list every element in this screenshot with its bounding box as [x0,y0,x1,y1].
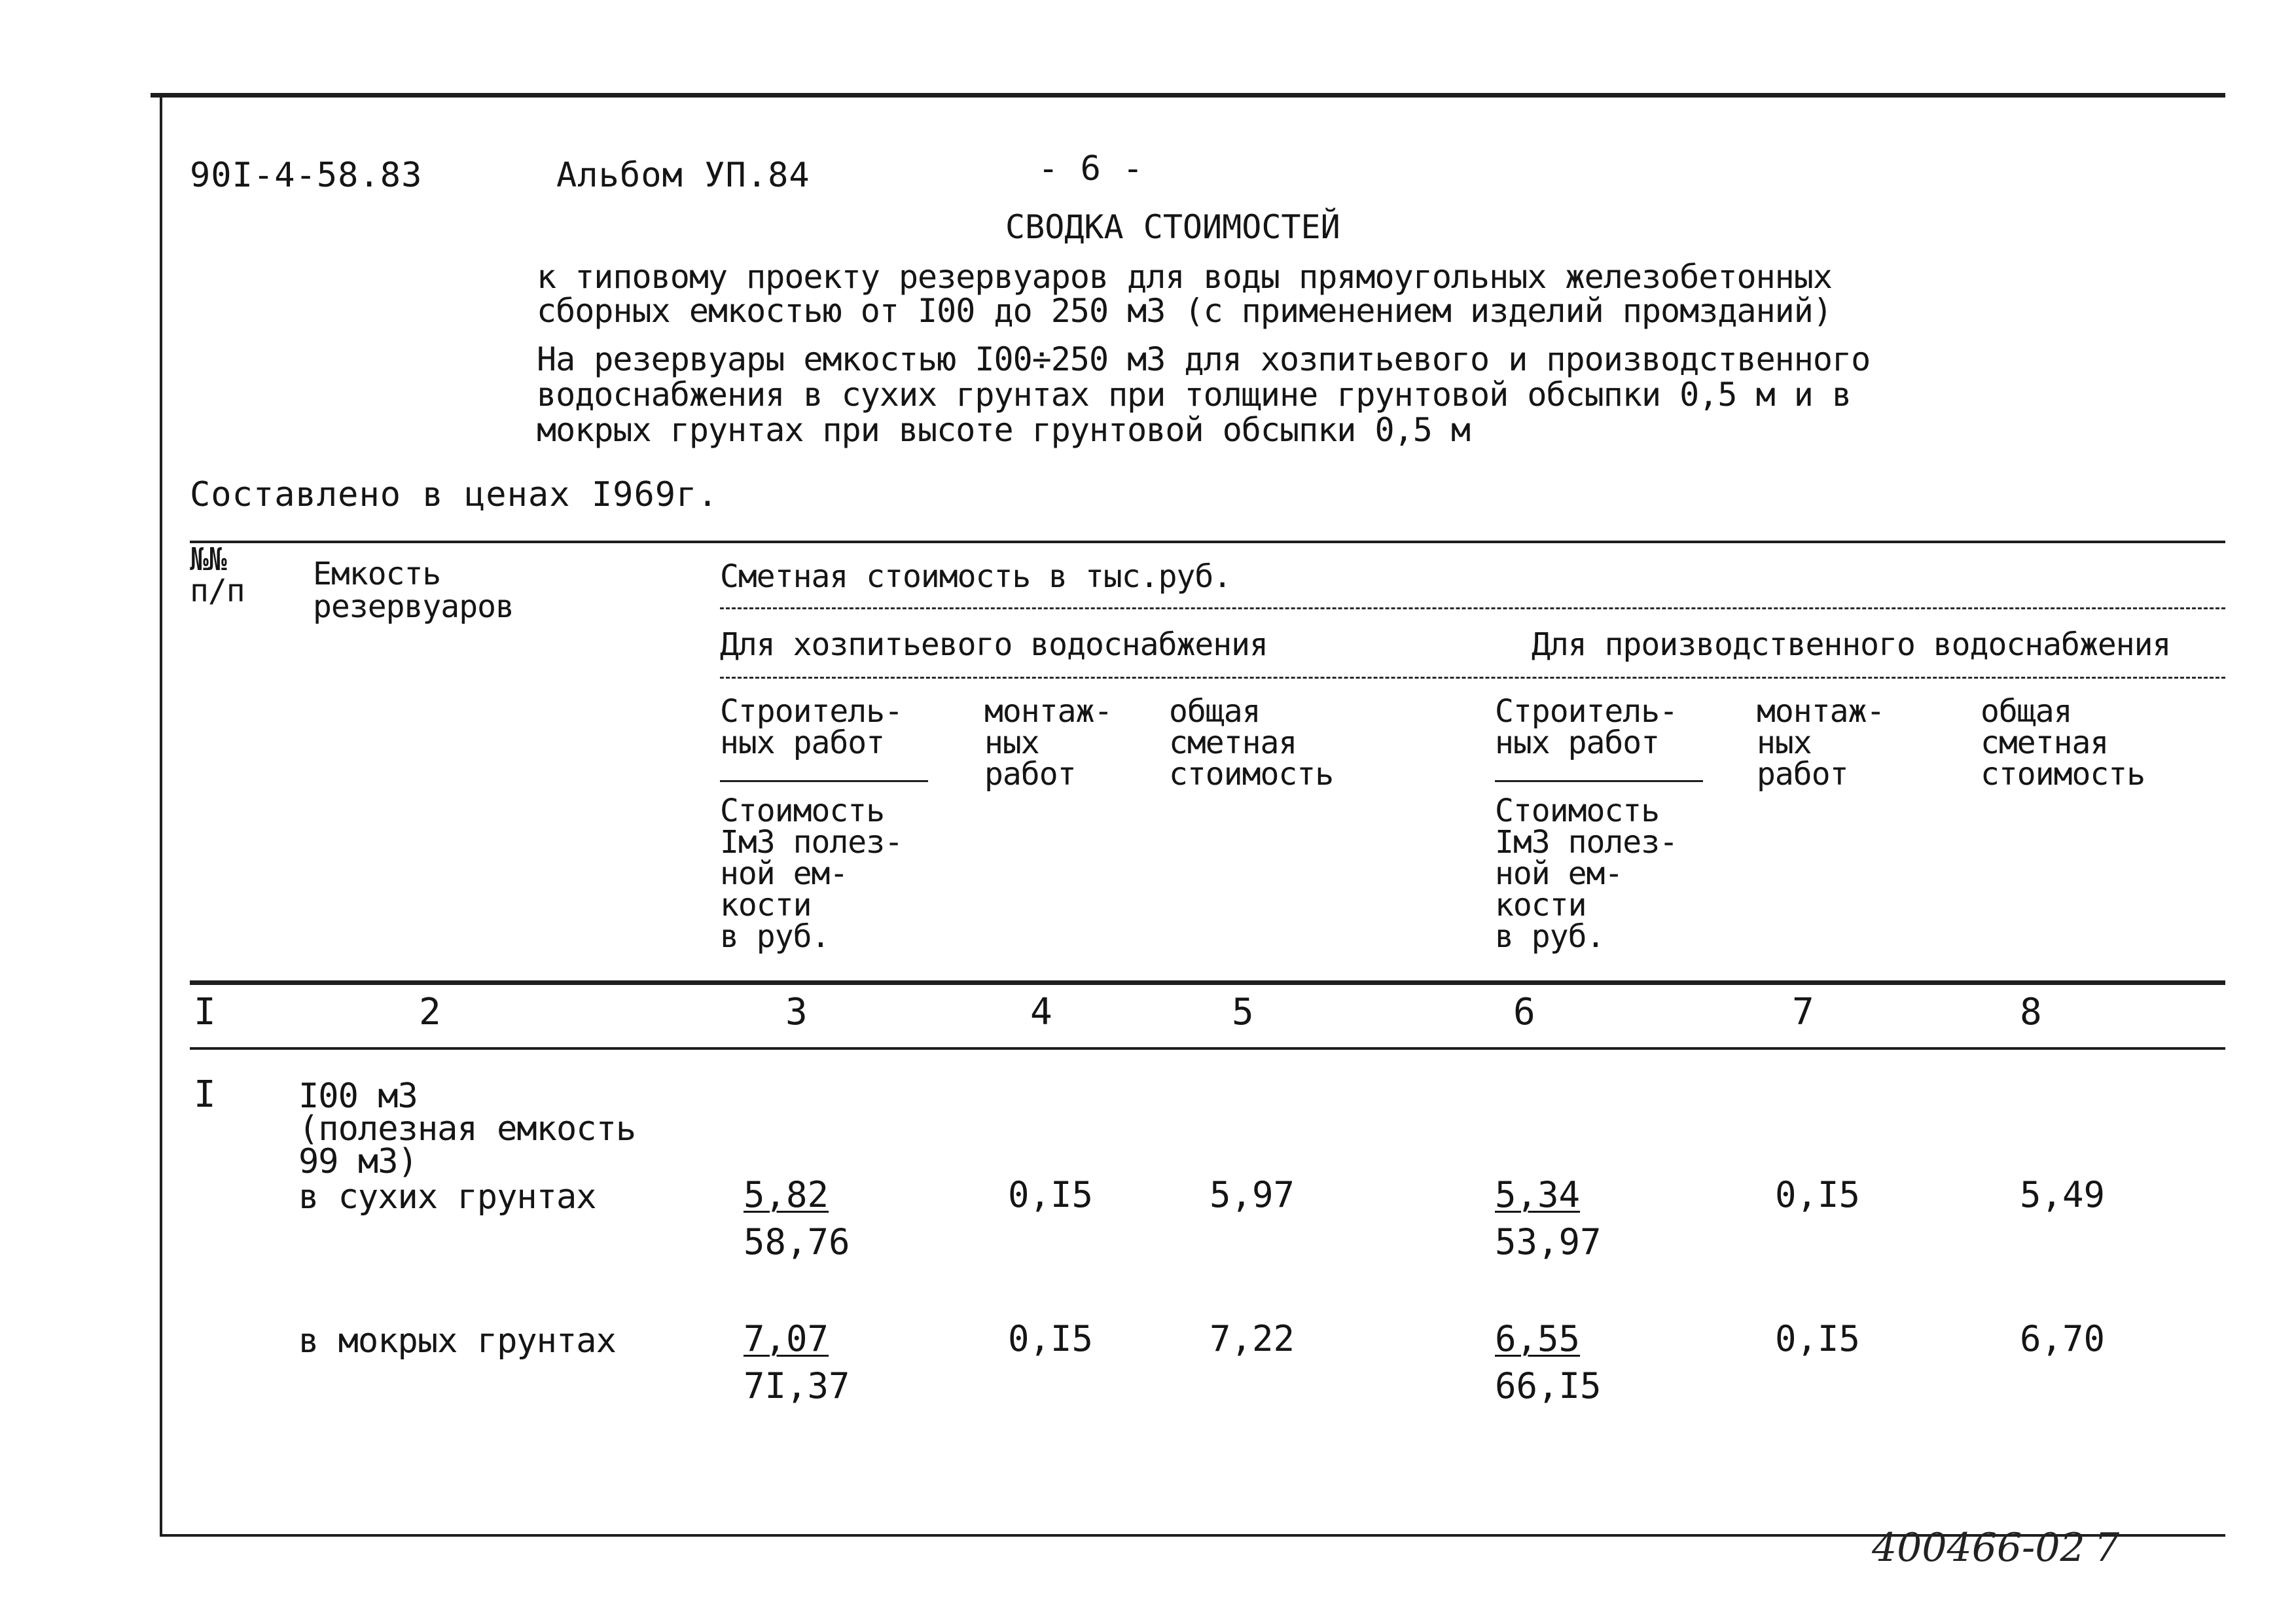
p-total-cost: 6,70 [2020,1318,2106,1359]
p-cost-per-m3: 53,97 [1495,1221,1602,1262]
row-capacity-line-1: I00 м3 [298,1077,418,1116]
prices-note: Составлено в ценах I969г. [190,475,719,514]
p-installation-header-2: ных [1757,724,1812,761]
p-total-header-3: стоимость [1981,756,2145,793]
cost-header: Сметная стоимость в тыс.руб. [720,558,1232,595]
p-total-header-1: общая [1981,693,2072,730]
column-number: 2 [419,991,441,1033]
archive-stamp-number: 400466-02 [1872,1525,2085,1571]
group-household-header: Для хозпитьевого водоснабжения [720,626,1268,663]
p-per-m3-header-5: в руб. [1495,918,1605,955]
column-numbers-rule [190,1047,2225,1050]
h-construction-header-2: ных работ [720,724,885,761]
table-top-rule [190,541,2225,543]
p-per-m3-header-2: Iм3 полез- [1495,824,1677,861]
h-construction-header-1: Строитель- [720,693,903,730]
frame-top-line [151,93,2225,98]
header-bottom-rule [190,980,2225,985]
p-cost-per-m3: 66,I5 [1495,1365,1602,1406]
row-index: I [194,1073,216,1116]
p-total-cost: 5,49 [2020,1174,2106,1215]
construction-sub-rule-h [720,780,928,782]
h-per-m3-header-5: в руб. [720,918,830,955]
h-total-header-1: общая [1169,693,1261,730]
row-capacity-line-2: (полезная емкость [298,1109,636,1149]
p-installation-cost: 0,I5 [1775,1318,1861,1359]
p-installation-header-1: монтаж- [1757,693,1885,730]
album-label: Альбом УП.84 [556,156,810,195]
row-label-dry: в сухих грунтах [298,1177,596,1217]
h-total-cost: 7,22 [1210,1318,1295,1359]
col-no-header-1: №№ [190,541,226,578]
page-number: - 6 - [1038,149,1144,188]
description-line-1: На резервуары емкостью I00÷250 м3 для хозпитьевого и производственного [537,340,1871,378]
h-construction-cost: 7,07 [744,1318,829,1359]
column-number: I [194,991,216,1033]
h-installation-header-3: работ [984,756,1076,793]
column-number: 8 [2020,991,2042,1033]
document-title: СВОДКА СТОИМОСТЕЙ [1005,208,1340,246]
h-cost-per-m3: 7I,37 [744,1365,850,1406]
h-installation-header-1: монтаж- [984,693,1113,730]
h-per-m3-header-4: кости [720,887,812,923]
subtitle-line-1: к типовому проекту резервуаров для воды прямоугольных железобетонных [537,258,1832,296]
h-installation-cost: 0,I5 [1008,1318,1094,1359]
col-capacity-header-1: Емкость [313,556,441,592]
sheet-number: 7 [2094,1525,2120,1571]
row-label-wet: в мокрых грунтах [298,1321,616,1361]
h-total-header-3: стоимость [1169,756,1334,793]
p-per-m3-header-3: ной ем- [1495,855,1623,892]
row-capacity-line-3: 99 м3) [298,1142,418,1181]
p-construction-cost: 6,55 [1495,1318,1581,1359]
p-installation-cost: 0,I5 [1775,1174,1861,1215]
column-number: 6 [1513,991,1535,1033]
column-number: 5 [1232,991,1254,1033]
p-per-m3-header-1: Стоимость [1495,793,1660,829]
group-header-rule [720,677,2225,679]
h-cost-per-m3: 58,76 [744,1221,850,1262]
col-capacity-header-2: резервуаров [313,588,514,625]
column-number: 7 [1792,991,1814,1033]
h-per-m3-header-2: Iм3 полез- [720,824,903,861]
col-no-header-2: п/п [190,573,245,609]
h-per-m3-header-1: Стоимость [720,793,885,829]
h-total-header-2: сметная [1169,724,1297,761]
p-per-m3-header-4: кости [1495,887,1587,923]
p-total-header-2: сметная [1981,724,2109,761]
column-number: 3 [785,991,808,1033]
subtitle-line-2: сборных емкостью от I00 до 250 м3 (с применением изделий промзданий) [537,292,1832,330]
description-line-3: мокрых грунтах при высоте грунтовой обсыпки 0,5 м [537,411,1471,449]
project-code: 90I-4-58.83 [190,156,423,195]
frame-left-line [160,93,162,1537]
group-production-header: Для производственного водоснабжения [1532,626,2171,663]
p-installation-header-3: работ [1757,756,1848,793]
construction-sub-rule-p [1495,780,1703,782]
h-per-m3-header-3: ной ем- [720,855,848,892]
column-number: 4 [1030,991,1052,1033]
cost-header-rule [720,607,2225,609]
p-construction-header-2: ных работ [1495,724,1660,761]
h-construction-cost: 5,82 [744,1174,829,1215]
p-construction-header-1: Строитель- [1495,693,1677,730]
p-construction-cost: 5,34 [1495,1174,1581,1215]
h-installation-cost: 0,I5 [1008,1174,1094,1215]
h-installation-header-2: ных [984,724,1039,761]
h-total-cost: 5,97 [1210,1174,1295,1215]
description-line-2: водоснабжения в сухих грунтах при толщине грунтовой обсыпки 0,5 м и в [537,376,1852,414]
